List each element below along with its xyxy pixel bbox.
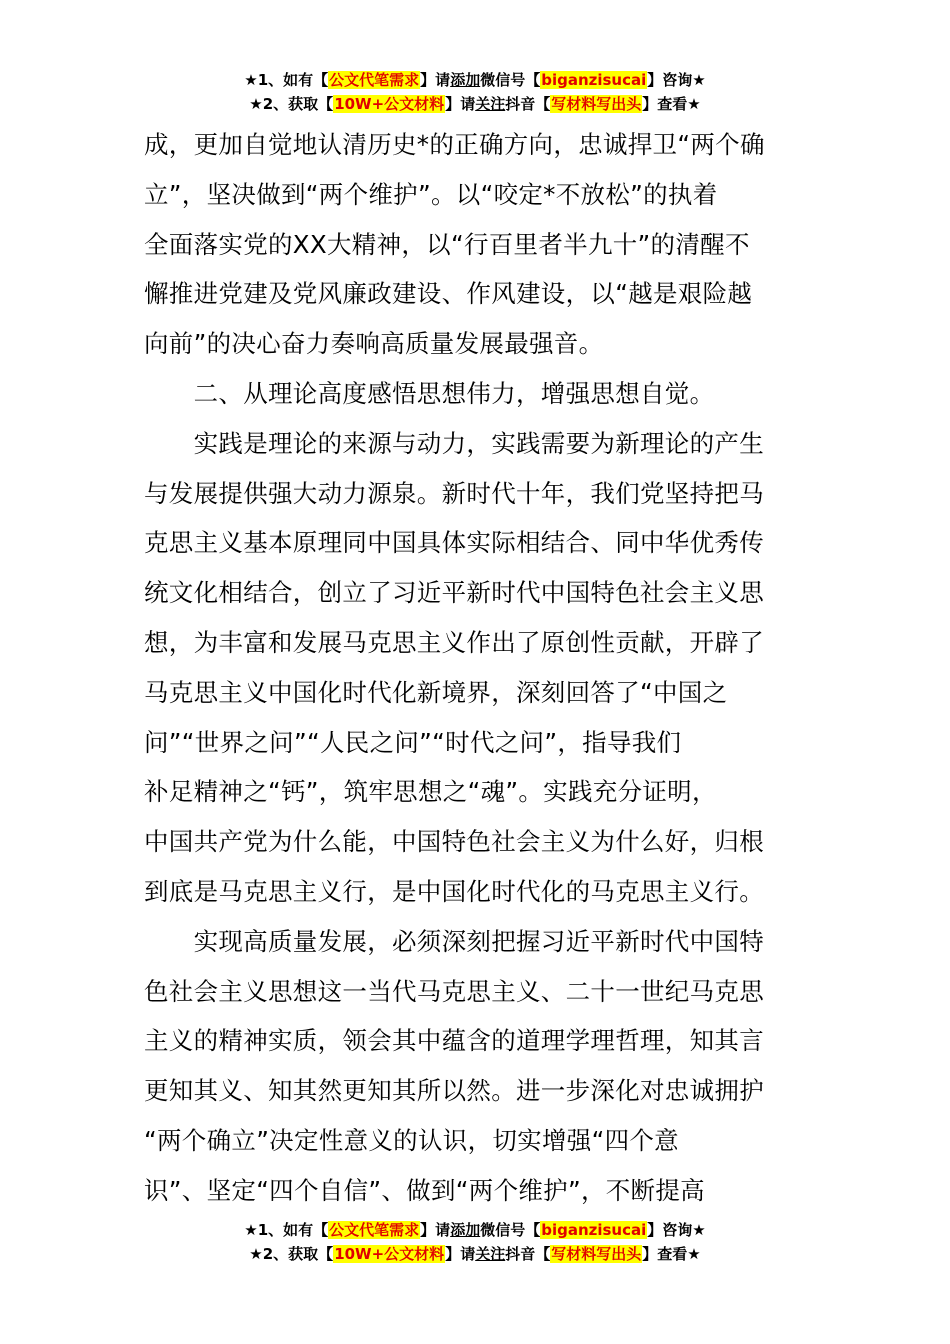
promo-line-1: ★1、如有【公文代笔需求】请添加微信号【biganzisucai】咨询★ [244,1221,706,1239]
text-line: 识”、坚定“四个自信”、做到“两个维护”，不断提高 [144,1175,705,1205]
wechat-id: biganzisucai [541,1221,647,1239]
text-line: 色社会主义思想这一当代马克思主义、二十一世纪马克思 [144,976,764,1006]
promo-highlight: 公文代笔需求 [329,71,420,89]
text-line: 补足精神之“钙”，筑牢思想之“魂”。实践充分证明， [144,777,717,807]
document-body [144,120,808,1216]
header-promo-banner [0,68,950,116]
text-line: 向前”的决心奋力奏响高质量发展最强音。 [144,329,604,359]
text-line: 马克思主义中国化时代化新境界，深刻回答了“中国之 [144,677,728,707]
text-line: 到底是马克思主义行，是中国化时代化的马克思主义行。 [144,876,764,906]
douyin-account: 写材料写出头 [551,95,642,113]
text-line: 成，更加自觉地认清历史*的正确方向，忠诚捍卫“两个确 [144,130,765,159]
text-line: 克思主义基本原理同中国具体实际相结合、同中华优秀传 [144,528,764,558]
wechat-id: biganzisucai [541,71,647,89]
text-line: 实践是理论的来源与动力，实践需要为新理论的产生 [144,428,764,458]
footer-promo-banner [0,1218,950,1266]
text-line: 与发展提供强大动力源泉。新时代十年，我们党坚持把马 [144,478,764,508]
text-line: 中国共产党为什么能，中国特色社会主义为什么好，归根 [144,827,764,857]
promo-line-1: ★1、如有【公文代笔需求】请添加微信号【biganzisucai】咨询★ [244,71,706,89]
text-line: 统文化相结合，创立了习近平新时代中国特色社会主义思 [144,578,764,608]
text-line: 立”，坚决做到“两个维护”。以“咬定*不放松”的执着 [144,179,718,209]
douyin-account: 写材料写出头 [551,1245,642,1263]
text-line: 想，为丰富和发展马克思主义作出了原创性贡献，开辟了 [144,627,764,657]
text-line: 主义的精神实质，领会其中蕴含的道理学理哲理，知其言 [144,1026,764,1056]
section-heading: 二、从理论高度感悟思想伟力，增强思想自觉。 [144,378,715,408]
text-line: 问”“世界之问”“人民之问”“时代之问”，指导我们 [144,727,682,757]
promo-line-2: ★2、获取【10W+公文材料】请关注抖音【写材料写出头】查看★ [249,95,701,113]
text-line: “两个确立”决定性意义的认识，切实增强“四个意 [144,1125,679,1155]
text-line: 懈推进党建及党风廉政建设、作风建设，以“越是艰险越 [144,279,753,309]
promo-highlight: 10W+公文材料 [334,1245,445,1263]
text-line: 全面落实党的XX大精神，以“行百里者半九十”的清醒不 [144,229,750,259]
promo-highlight: 公文代笔需求 [329,1221,420,1239]
text-line: 更知其义、知其然更知其所以然。进一步深化对忠诚拥护 [144,1076,764,1106]
promo-highlight: 10W+公文材料 [334,95,445,113]
promo-line-2: ★2、获取【10W+公文材料】请关注抖音【写材料写出头】查看★ [249,1245,701,1263]
text-line: 实现高质量发展，必须深刻把握习近平新时代中国特 [144,926,764,956]
